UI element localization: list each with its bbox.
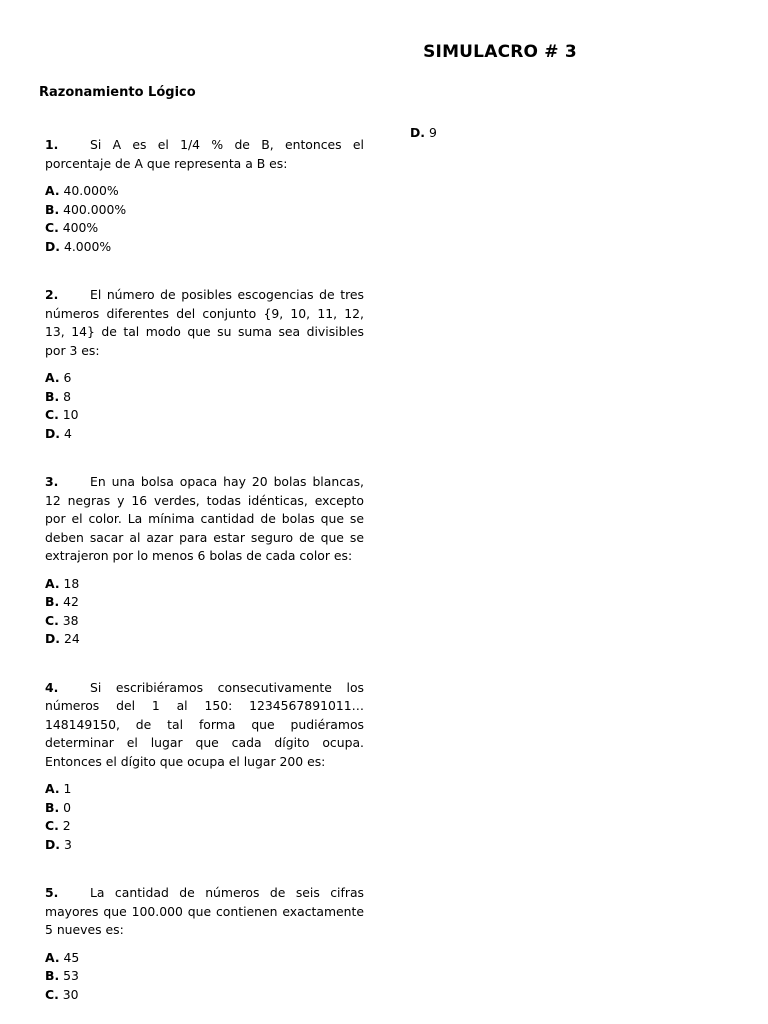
question-5-number: 5.: [45, 885, 59, 900]
option-letter: B.: [45, 388, 60, 404]
question-4-number: 4.: [45, 679, 59, 695]
option-letter: B.: [45, 594, 60, 609]
option-letter: D.: [45, 238, 60, 254]
option-value: 38: [62, 612, 79, 628]
option-value: 3: [63, 836, 72, 852]
option-letter: D.: [410, 125, 425, 140]
option-1c: [45, 219, 364, 238]
question-4-statement: Si escribiéramos consecutivamente los números del 1 al 150: 1234567891011…148149150, de tal forma que pudiéramos determinar el lugar que cada dígito ocupa. Entonces el dígito que ocupa el lugar 200 es:: [45, 679, 364, 769]
question-1-number: 1.: [45, 137, 59, 152]
question-2: [45, 286, 364, 443]
option-1b: [45, 201, 364, 220]
option-value: 400.000%: [63, 201, 127, 217]
option-1a: [45, 182, 364, 201]
option-letter: B.: [45, 968, 60, 983]
option-value: 4: [63, 425, 72, 441]
question-2-number: 2.: [45, 287, 59, 302]
question-1-options: [45, 182, 364, 256]
option-4b: [45, 799, 364, 818]
option-2d: [45, 425, 364, 444]
option-letter: A.: [45, 370, 60, 385]
question-1-text: [45, 136, 364, 173]
option-letter: A.: [45, 183, 60, 198]
option-letter: D.: [45, 631, 60, 646]
option-value: 45: [63, 949, 80, 965]
option-value: 30: [62, 986, 79, 1002]
option-value: 9: [428, 125, 437, 140]
option-letter: A.: [45, 781, 60, 796]
option-4d: [45, 836, 364, 855]
option-5c: [45, 986, 364, 1005]
option-5d: [410, 124, 437, 143]
option-letter: D.: [45, 836, 60, 852]
option-2a: [45, 369, 364, 388]
option-letter: C.: [45, 220, 59, 235]
question-2-options: [45, 369, 364, 443]
question-3-text: [45, 473, 364, 566]
question-3-statement: En una bolsa opaca hay 20 bolas blancas, 12 negras y 16 verdes, todas idénticas, excepto por el color. La mínima cantidad de bolas que se deben sacar al azar para estar seguro de que se extrajeron por lo menos 6 bolas de cada color es:: [45, 474, 364, 563]
option-letter: B.: [45, 201, 60, 217]
option-value: 8: [63, 388, 71, 404]
question-3-options: [45, 575, 364, 649]
option-value: 0: [63, 799, 71, 815]
question-2-text: [45, 286, 364, 360]
option-value: 40.000%: [63, 183, 119, 198]
option-value: 400%: [62, 220, 99, 235]
option-3d: [45, 630, 364, 649]
option-value: 24: [63, 631, 80, 646]
question-5-text: [45, 884, 364, 940]
option-2b: [45, 388, 364, 407]
question-3: [45, 473, 364, 649]
question-5-options: [45, 949, 364, 1005]
question-2-statement: El número de posibles escogencias de tres números diferentes del conjunto {9, 10, 11, 12, 13, 14} de tal modo que su suma sea divisibles por 3 es:: [45, 287, 364, 358]
option-1d: [45, 238, 364, 257]
option-value: 10: [62, 407, 79, 422]
question-1-statement: Si A es el 1/4 % de B, entonces el porcentaje de A que representa a B es:: [45, 137, 364, 171]
question-1: [45, 136, 364, 256]
option-2c: [45, 406, 364, 425]
page-title: SIMULACRO # 3: [423, 42, 577, 62]
option-letter: A.: [45, 949, 60, 965]
question-4-text: [45, 679, 364, 772]
continuation-column: [410, 124, 437, 143]
option-5b: [45, 967, 364, 986]
option-letter: C.: [45, 612, 59, 628]
questions-column: [45, 136, 364, 1004]
option-3a: [45, 575, 364, 594]
option-value: 2: [62, 818, 71, 833]
option-4a: [45, 780, 364, 799]
section-title: Razonamiento Lógico: [39, 85, 196, 100]
option-value: 18: [63, 575, 80, 591]
option-letter: C.: [45, 818, 59, 833]
question-4-options: [45, 780, 364, 854]
option-letter: A.: [45, 575, 60, 591]
option-value: 6: [63, 370, 72, 385]
question-5: [45, 884, 364, 1004]
option-3b: [45, 593, 364, 612]
question-4: [45, 679, 364, 855]
option-value: 53: [63, 968, 79, 983]
option-3c: [45, 612, 364, 631]
option-value: 4.000%: [63, 238, 112, 254]
option-letter: C.: [45, 986, 59, 1002]
option-letter: C.: [45, 407, 59, 422]
option-4c: [45, 817, 364, 836]
option-letter: D.: [45, 425, 60, 441]
question-5-statement: La cantidad de números de seis cifras mayores que 100.000 que contienen exactamente 5 nueves es:: [45, 885, 364, 937]
option-value: 1: [63, 781, 72, 796]
question-3-number: 3.: [45, 474, 59, 489]
option-value: 42: [63, 594, 79, 609]
option-letter: B.: [45, 799, 60, 815]
option-5a: [45, 949, 364, 968]
